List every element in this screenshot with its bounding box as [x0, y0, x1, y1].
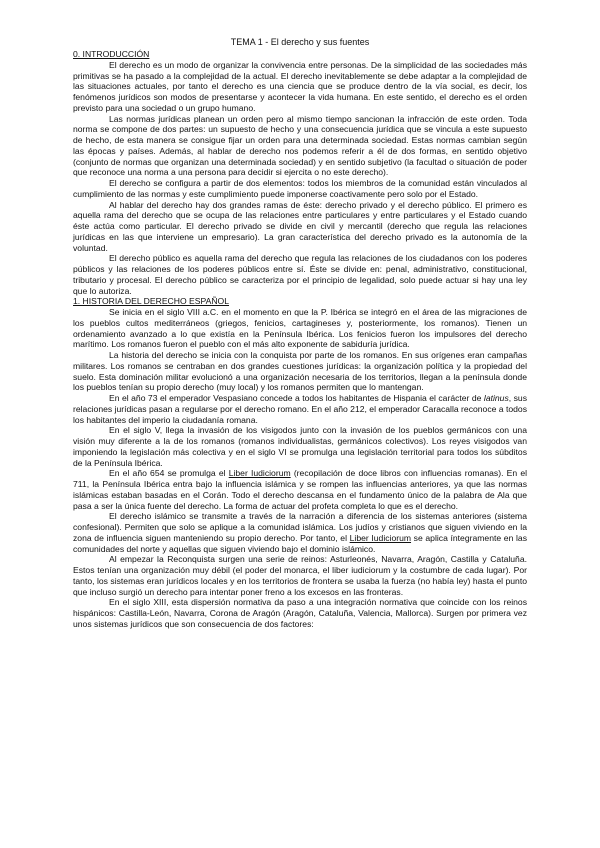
intro-paragraph-5: El derecho público es aquella rama del derecho que regula las relaciones de los ciudadanos con los poderes públicos y las relaciones de los poderes públicos entre sí. Éste se divide en: penal, administrativo, constitucional, tributario y procesal. El derecho público se caracteriza por el principio de legalidad, solo puede actuar si hay una ley que lo autoriza. [73, 253, 527, 296]
history-paragraph-3-text-c: , sus relaciones jurídicas pasan a regularse por el derecho romano. En el año 212, el emperador Caracalla reconoce a todos los habitantes del imperio la ciudadanía romana. [73, 393, 527, 425]
section-heading-introduccion: 0. INTRODUCCIÓN [73, 49, 150, 59]
latinus-term: latinus [483, 393, 509, 403]
history-paragraph-3 [73, 393, 527, 425]
history-paragraph-6-text-c: se aplica íntegramente en las comunidades del norte y aquellas que siguen viviendo bajo el dominio islámico. [73, 532, 527, 554]
document-page [73, 37, 527, 630]
history-paragraph-1: Se inicia en el siglo VIII a.C. en el momento en que la P. Ibérica se integró en el área de las migraciones de los pueblos cultos mediterráneos (griegos, fenicios, cartagineses y, posteriormente, los romanos). Tienen un ordenamiento avanzado a lo que existía en la Península Ibérica. Los fenicios fueron los impulsores del derecho marítimo. Los romanos fueron el pueblo con el más alto exponente de sabiduría jurídica. [73, 307, 527, 350]
history-paragraph-5-text-c: (recopilación de doce libros con influencias romanas). En el 711, la Península Ibérica entra bajo la influencia islámica y se rompen las influencias anteriores, ya que las normas islámicas estaban basadas en el Corán. Todo el derecho descansa en el fundamento único de la palabra de Ala que pasa a ser la única fuente del derecho. La forma de actuar del profeta completa lo que es el derecho. [73, 468, 528, 511]
intro-paragraph-4: Al hablar del derecho hay dos grandes ramas de éste: derecho privado y el derecho público. El primero es aquella rama del derecho que se ocupa de las relaciones entre particulares y entre particulares y el Estado cuando éste actúa como particular. El derecho privado se divide en civil y mercantil (derecho que regula las relaciones jurídicas en las que interviene un empresario). La gran característica del derecho privado es la autonomía de la voluntad. [73, 199, 527, 253]
history-paragraph-2: La historia del derecho se inicia con la conquista por parte de los romanos. En sus orígenes eran campañas militares. Los romanos se centraban en dos grandes cuestiones jurídicas: la organización política y la propiedad del suelo. Esta dominación militar evolucionó a una organización necesaria de los territorios, llegan a la península donde los pueblos tenían su propio derecho (muy local) y los romanos permiten que lo mantengan. [73, 350, 527, 393]
history-paragraph-3-text-a: En el año 73 el emperador Vespasiano concede a todos los habitantes de Hispania el carácter de [109, 393, 484, 403]
history-paragraph-7: Al empezar la Reconquista surgen una serie de reinos: Asturleonés, Navarra, Aragón, Castilla y Cataluña. Estos tenían una organización muy débil (el poder del monarca, el liber iudiciorum y la costumbre de cada lugar). Por tanto, los sistemas eran jurídicos locales y en los territorios de frontera se usaba la fuerza (no había ley) hasta el punto que incluso surgió un derecho para intentar poner freno a los excesos en las fronteras. [73, 554, 527, 597]
section-heading-historia: 1. HISTORIA DEL DERECHO ESPAÑOL [73, 296, 230, 307]
history-paragraph-5-text-a: En el año 654 se promulga el [109, 468, 229, 479]
liber-iudiciorum-term: Liber Iudiciorum [228, 468, 291, 479]
history-paragraph-4: En el siglo V, llega la invasión de los visigodos junto con la invasión de los pueblos germánicos con una visión muy diferente a la de los romanos (romanos individualistas, germánicos colectivos). Los reyes visigodos van imponiendo la legislación más colectiva y en el siglo VI se promulga una legislación territorial para todos los súbditos de la Península Ibérica. [73, 425, 527, 468]
document-title: TEMA 1 - El derecho y sus fuentes [230, 37, 370, 47]
history-paragraph-6-text-a: El derecho islámico se transmite a través de la narración a diferencia de los sistemas anteriores (sistema confesional). Permiten que solo se aplique a la comunidad islámica. Los judíos y cristianos que siguen viviendo en la zona de influencia siguen manteniendo su propio derecho. Por tanto, el [73, 511, 527, 543]
history-paragraph-5 [73, 468, 527, 511]
intro-paragraph-1: El derecho es un modo de organizar la convivencia entre personas. De la simplicidad de las sociedades más primitivas se ha pasado a la complejidad de la actual. El derecho inevitablemente se debe adaptar a la complejidad de las situaciones actuales, por tanto el derecho es una ciencia que se produce dentro de la vía social, es decir, los fenómenos jurídicos son modos de presentarse y acontecer la vida humana. En este sentido, el derecho es el orden previsto para una sociedad o un grupo humano. [73, 59, 527, 113]
intro-paragraph-2: Las normas jurídicas planean un orden pero al mismo tiempo sancionan la infracción de este orden. Toda norma se compone de dos partes: un supuesto de hecho y una consecuencia jurídica que se vincula a este supuesto de hecho, de esta manera se consigue fijar un orden para una determinada sociedad. Estas normas cambian según las épocas y países. Además, al hablar de derecho nos podemos referir a él de dos formas, en sentido objetivo (conjunto de normas que organizan una determinada sociedad) y en sentido subjetivo (la facultad o situación de poder que reconoce una norma a una persona para decidir si ejercita o no este derecho). [73, 113, 527, 178]
history-paragraph-6 [73, 511, 527, 554]
history-paragraph-8: En el siglo XIII, esta dispersión normativa da paso a una integración normativa que coincide con los reinos hispánicos: Castilla-León, Navarra, Corona de Aragón (Aragón, Cataluña, Valencia, Mallorca). Surgen por primera vez unos sistemas jurídicos que son consecuencia de dos factores: [73, 597, 527, 629]
intro-paragraph-3: El derecho se configura a partir de dos elementos: todos los miembros de la comunidad están vinculados al cumplimiento de las normas y este cumplimiento puede imponerse coactivamente pero solo por el Estado. [73, 178, 527, 199]
liber-iudiciorum-term-2: Liber Iudiciorum [349, 532, 412, 543]
